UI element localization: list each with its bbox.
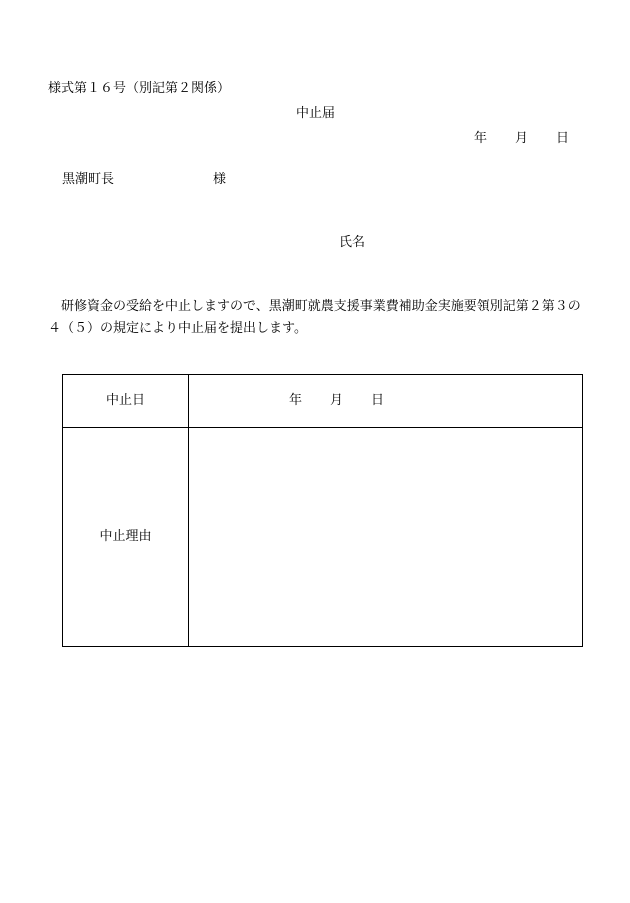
stop-reason-label: 中止理由 [99, 529, 152, 544]
day-unit: 日 [556, 131, 570, 146]
applicant-name-label: 氏名 [339, 235, 366, 250]
body-text [48, 296, 588, 340]
body-sentence: 研修資金の受給を中止しますので、黒潮町就農支援事業費補助金実施要領別記第２第３の４（５）の規定により中止届を提出します。 [48, 299, 581, 336]
stop-date-year-unit: 年 [289, 393, 303, 408]
month-unit: 月 [515, 131, 529, 146]
year-unit: 年 [474, 131, 488, 146]
submission-date [474, 131, 569, 147]
table-row-divider [63, 427, 582, 428]
table-column-divider [188, 375, 189, 646]
stop-date-label: 中止日 [105, 393, 145, 408]
honorific: 様 [213, 172, 227, 187]
form-table [62, 374, 583, 647]
stop-reason-field[interactable] [197, 437, 574, 638]
document-title: 中止届 [296, 106, 336, 121]
stop-date-day-unit: 日 [371, 393, 385, 408]
stop-date-field[interactable] [289, 393, 384, 409]
stop-date-month-unit: 月 [330, 393, 344, 408]
form-number: 様式第１６号（別記第２関係） [48, 81, 231, 96]
addressee: 黒潮町長 [62, 172, 115, 187]
